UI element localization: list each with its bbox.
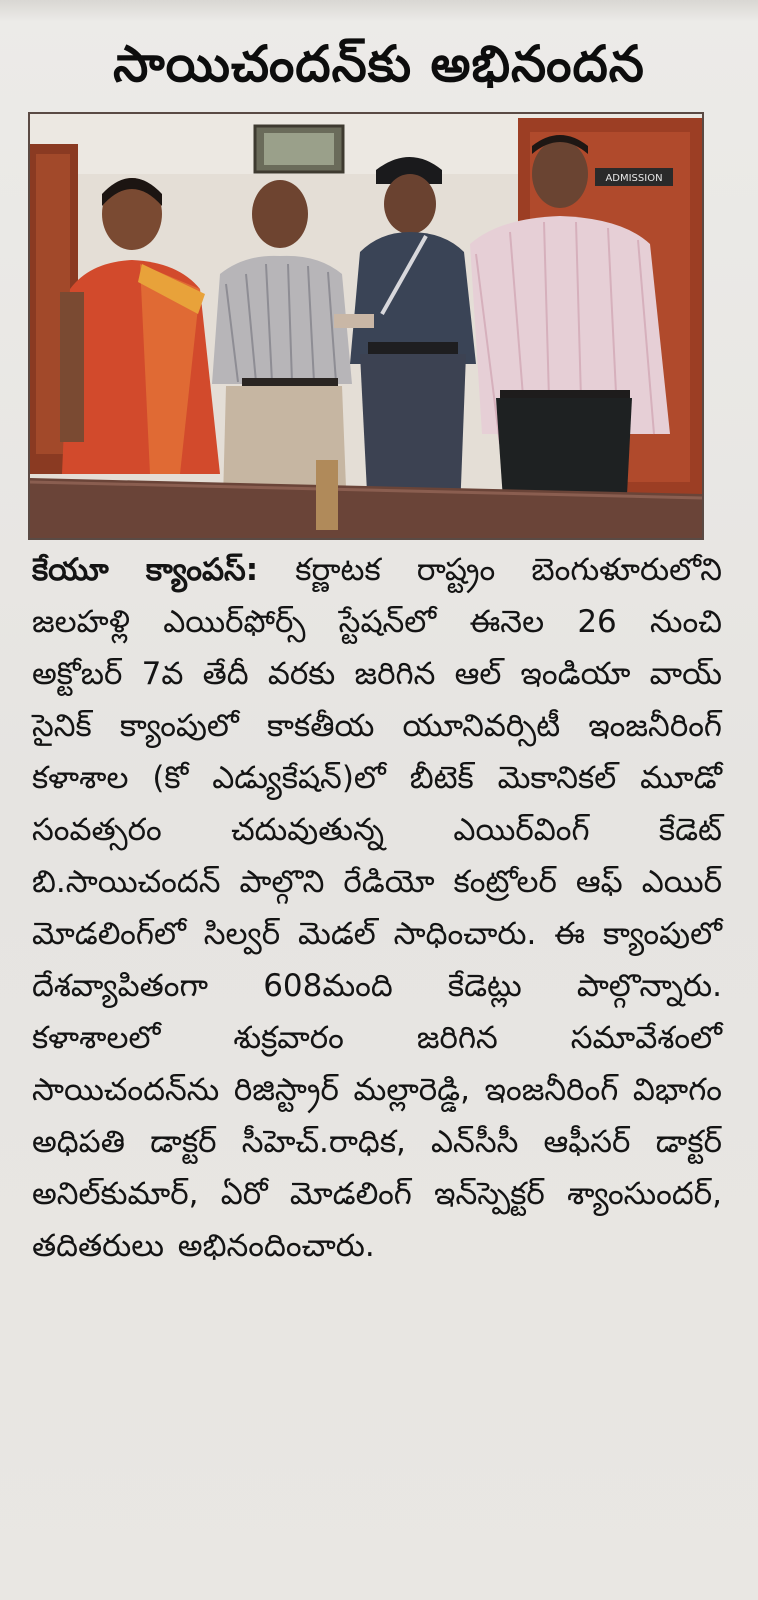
door-sign: ADMISSION: [605, 173, 663, 184]
article-body-block: [32, 544, 722, 1272]
article-body: కర్ణాటక రాష్ట్రం బెంగుళూరులోని జలహళ్లి ఎయిర్‌ఫోర్స్ స్టేషన్‌లో ఈనెల 26 నుంచి అక్టోబర్ 7వ తేదీ వరకు జరిగిన ఆల్ ఇండియా వాయ్ సైనిక్ క్యాంపులో కాకతీయ యూనివర్సిటీ ఇంజనీరింగ్ కళాశాల (కో ఎడ్యుకేషన్)లో బీటెక్ మెకానికల్ మూడో సంవత్సరం చదువుతున్న ఎయిర్‌వింగ్ కేడెట్ బి.సాయిచందన్ పాల్గొని రేడియో కంట్రోలర్ ఆఫ్ ఎయిర్ మోడలింగ్‌లో సిల్వర్ మెడల్ సాధించారు. ఈ క్యాంపులో దేశవ్యాపితంగా 608మంది కేడెట్లు పాల్గొన్నారు. కళాశాలలో శుక్రవారం జరిగిన సమావేశంలో సాయిచందన్‌ను రిజిస్ట్రార్ మల్లారెడ్డి, ఇంజనీరింగ్ విభాగం అధిపతి డాక్టర్ సీహెచ్.రాధిక, ఎన్‌సీసీ ఆఫీసర్ డాక్టర్ అనిల్‌కుమార్, ఏరో మోడలింగ్ ఇన్‌స్పెక్టర్ శ్యాంసుందర్, తదితరులు అభినందించారు.: [32, 552, 722, 1264]
dateline: కేయూ క్యాంపస్:: [32, 552, 296, 588]
news-photo: [28, 112, 704, 540]
group-photo-illustration: [30, 114, 702, 538]
clipping-top-edge: [0, 0, 758, 22]
headline: సాయిచందన్‌కు అభినందన: [113, 35, 645, 93]
